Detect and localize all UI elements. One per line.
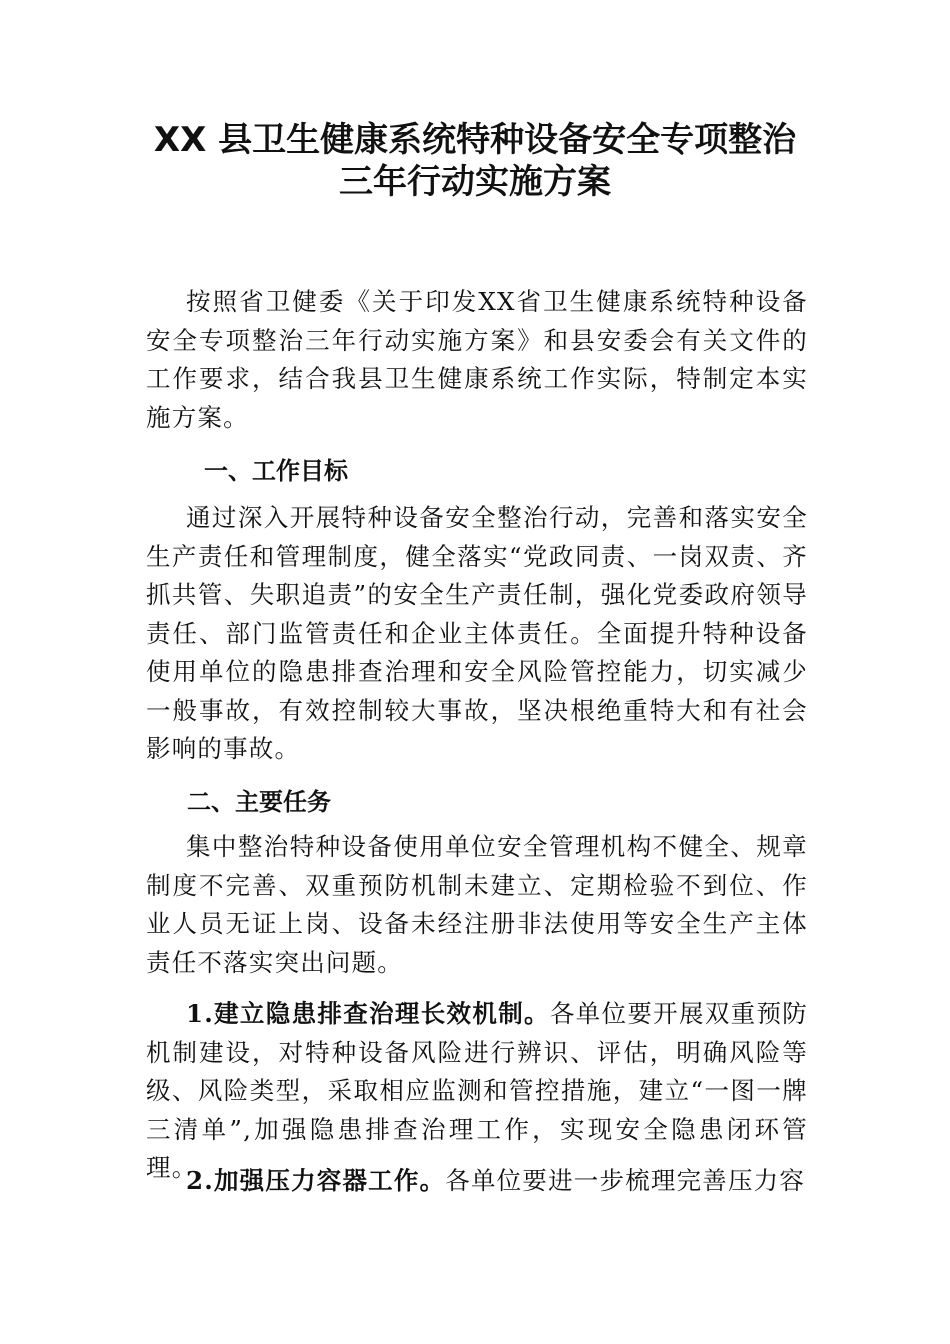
task-item-1-body: 各单位要开展双重预防机制建设，对特种设备风险进行辨识、评估，明确风险等级、风险类型，采取相应监测和管控措施，建立“一图一牌三清单”,加强隐患排查治理工作，实现安全隐患闭环管理。 [146,999,809,1182]
section-heading-goals: 一、工作目标 [204,457,348,485]
task-item-1-lead: 1.建立隐患排查治理长效机制。 [186,999,550,1028]
task-item-2-body: 各单位要进一步梳理完善压力容 [445,1166,806,1195]
goals-paragraph: 通过深入开展特种设备安全整治行动，完善和落实安全生产责任和管理制度，健全落实“党政同责、一岗双责、齐抓共管、失职追责”的安全生产责任制，强化党委政府领导责任、部门监管责任和企业主体责任。全面提升特种设备使用单位的隐患排查治理和安全风险管控能力，切实减少一般事故，有效控制较大事故，坚决根绝重特大和有社会影响的事故。 [146,503,808,763]
task-item-1 [146,995,808,1188]
task-item-2 [146,1162,808,1201]
intro-paragraph: 按照省卫健委《关于印发XX省卫生健康系统特种设备安全专项整治三年行动实施方案》和县安委会有关文件的工作要求，结合我县卫生健康系统工作实际，特制定本实施方案。 [146,287,808,432]
document-title-line-1: XX 县卫生健康系统特种设备安全专项整治 [153,120,797,160]
section-heading-tasks: 二、主要任务 [187,788,331,816]
tasks-paragraph: 集中整治特种设备使用单位安全管理机构不健全、规章制度不完善、双重预防机制未建立、定期检验不到位、作业人员无证上岗、设备未经注册非法使用等安全生产主体责任不落实突出问题。 [146,832,808,977]
task-item-2-lead: 2.加强压力容器工作。 [186,1166,446,1195]
document-title-line-2: 三年行动实施方案 [339,162,611,202]
